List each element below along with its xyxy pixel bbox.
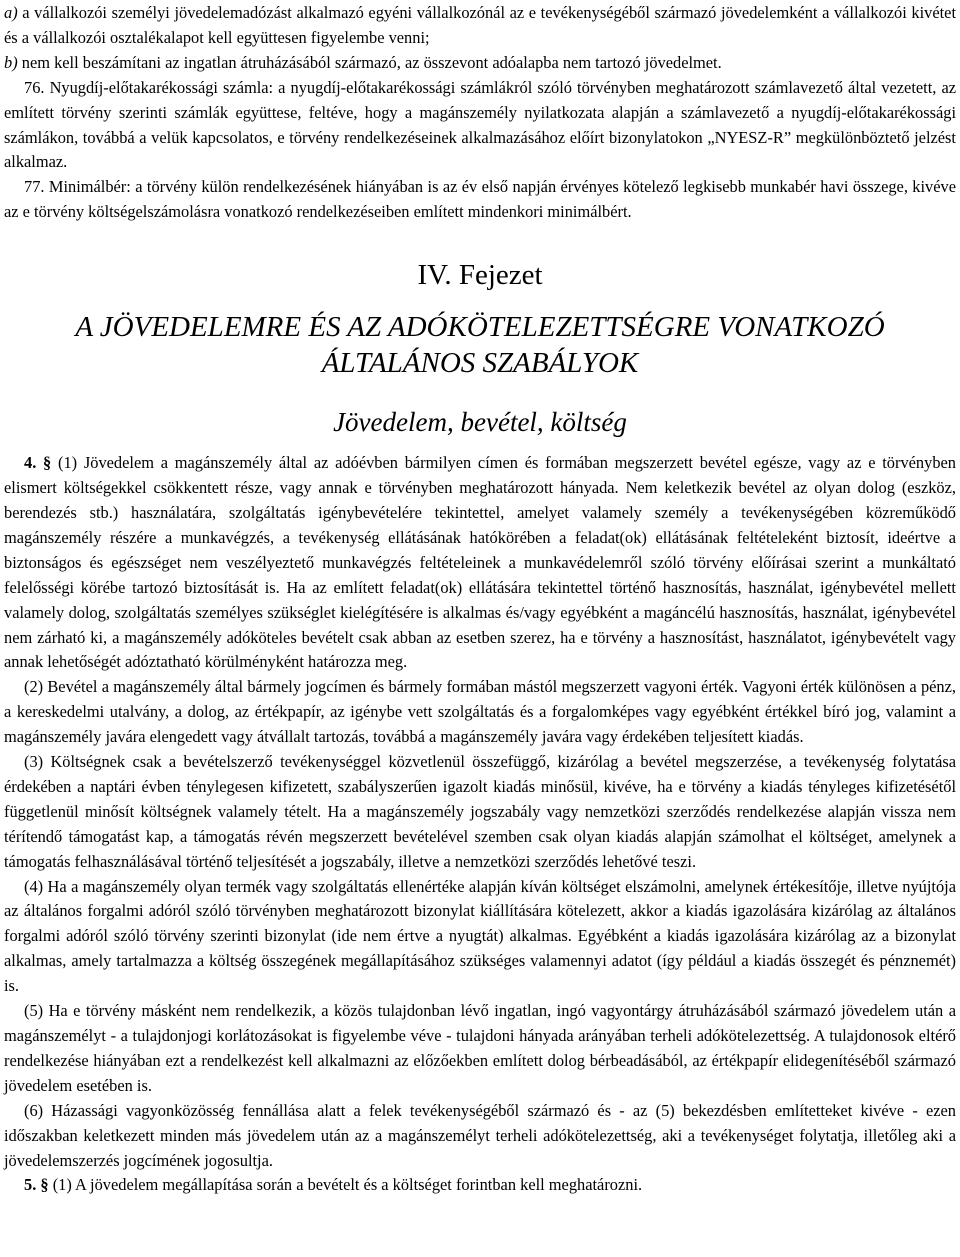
chapter-title: A JÖVEDELEMRE ÉS AZ ADÓKÖTELEZETTSÉGRE VONATKOZÓ ÁLTALÁNOS SZABÁLYOK [75, 311, 885, 380]
section-4-paragraph-1-text: (1) Jövedelem a magánszemély által az adóévben bármilyen címen és formában megszerzett bevétel egésze, vagy az e törvényben elismert költségekkel csökkentett része, vagy annak e törvényben meghatározott hányada. Nem keletkezik bevétel az olyan dolog (eszköz, berendezés stb.) használatára, szolgáltatás igénybevételére tekintettel, amelyet valamely személy a tevékenységében közreműködő magánszemély részére a munkavégzés, a tevékenység ellátásának hatókörében a feladat(ok) ellátásának feltételeként biztosít, ideértve a biztonságos és egészséget nem veszélyeztető munkavégzés feltételeinek a munkavédelemről szóló törvény előírásai szerint a munkáltató felelősségi körébe tartozó biztosítását is. Ha az említett feladat(ok) ellátására tekintettel történő hasznosítás, használat, igénybevétel mellett valamely dolog, szolgáltatás személyes szükséglet kielégítésére is alkalmas és/vagy egyébként a magáncélú hasznosítás, használat, igénybevétel nem zárható ki, a magánszemély adóköteles bevételt csak abban az esetben szerez, ha e törvény a hasznosítást, használatot, igénybevételt vagy annak lehetőségét adóztatható körülményként határozza meg. [4, 453, 956, 672]
chapter-subtitle: Jövedelem, bevétel, költség [333, 407, 627, 438]
definition-77: 77. Minimálbér: a törvény külön rendelkezésének hiányában is az év első napján érvényes kötelező legkisebb munkabér havi összege, kivéve az e törvény költségelszámolásra vonatkozó rendelkezéseiben említett mindenkori minimálbért. [4, 177, 956, 222]
item-label-a: a) [4, 3, 18, 22]
section-5-paragraph-1-text: (1) A jövedelem megállapítása során a bevételt és a költséget forintban kell meghatározni. [48, 1175, 643, 1195]
item-text-b: nem kell beszámítani az ingatlan átruházásából származó, az összevont adóalapba nem tartozó jövedelmet. [17, 52, 722, 72]
definition-76: 76. Nyugdíj-előtakarékossági számla: a nyugdíj-előtakarékossági számlákról szóló törvényben meghatározott számlavezető által vezetett, az említett törvény szerinti számlák együttese, feltéve, hogy a magánszemély nyilatkozata alapján a számlavezető a nyugdíj-előtakarékossági számlákon, továbbá a velük kapcsolatos, e törvény rendelkezéseinek alkalmazásához előírt bizonylatokon „NYESZ-R” megkülönböztető jelzést alkalmaz. [4, 77, 956, 172]
section-4-mark: 4. § [24, 453, 52, 473]
section-5-mark: 5. § [24, 1175, 49, 1195]
section-4-paragraph-5: (5) Ha e törvény másként nem rendelkezik, a közös tulajdonban lévő ingatlan, ingó vagyontárgy átruházásából származó jövedelem után a magánszemélyt - a tulajdonjogi korlátozásokat is figyelembe véve - tulajdoni hányada arányában terheli adókötelezettség. A tulajdonosok eltérő rendelkezése hiányában ezt a rendelkezést kell alkalmazni az előzőekben említett dolog bérbeadásából, az értékpapír elidegenítéséből származó jövedelem esetében is. [4, 1001, 956, 1095]
document-page [4, 1, 956, 1198]
item-text-a: a vállalkozói személyi jövedelemadózást alkalmazó egyéni vállalkozónál az e tevékenységéből származó jövedelemként a vállalkozói kivétet és a vállalkozói osztalékalapot kell együttesen figyelembe venni; [4, 3, 956, 47]
section-4-paragraph-6: (6) Házassági vagyonközösség fennállása alatt a felek tevékenységéből származó és - az (5) bekezdésben említetteket kivéve - ezen időszakban keletkezett minden más jövedelem után az a magánszemélyt terheli adókötelezettség, aki a tevékenységet folytatja, illetőleg aki a jövedelemszerzés jogcímének jogosultja. [4, 1100, 956, 1170]
list-item-b [4, 51, 956, 76]
section-4-paragraph-4: (4) Ha a magánszemély olyan termék vagy szolgáltatás ellenértéke alapján kíván költséget elszámolni, amelynek értékesítője, illetve nyújtója az általános forgalmi adóról szóló törvényben meghatározott bizonylat kiállítására kötelezett, akkor a kiadás igazolására kizárólag az általános forgalmi adóról szóló törvény szerinti bizonylat (ide nem értve a nyugtát) alkalmas. Egyébként a kiadás igazolására kizárólag az a bizonylat alkalmas, amely tartalmazza a költség összegének megállapításához szükséges valamennyi adatot (így például a kiadás összegét és pénznemét) is. [4, 876, 956, 996]
section-4-paragraph-1 [4, 451, 956, 675]
list-item-a [4, 1, 956, 51]
section-4-paragraph-3: (3) Költségnek csak a bevételszerző tevékenységgel közvetlenül összefüggő, kizárólag a bevétel megszerzése, a tevékenység folytatása érdekében a naptári évben ténylegesen kifizetett, szabályszerűen igazolt kiadás minősül, kivéve, ha e törvény a kiadás tényleges kifizetésétől függetlenül minősít költségnek valamely tételt. Ha a magánszemély jogszabály vagy nemzetközi szerződés rendelkezése alapján vissza nem térítendő támogatást kap, a támogatás révén megszerzett bevételével szemben csak olyan kiadás alapján számolhat el költséget, amelynek a támogatás felhasználásával történő teljesítését a jogszabály, illetve a nemzetközi szerződés lehetővé teszi. [4, 752, 956, 871]
chapter-number: IV. Fejezet [417, 259, 543, 292]
item-label-b: b) [4, 52, 18, 72]
section-5-paragraph-1 [4, 1173, 956, 1198]
section-4-paragraph-2: (2) Bevétel a magánszemély által bármely jogcímen és bármely formában mástól megszerzett vagyoni érték. Vagyoni érték különösen a pénz, a kereskedelmi utalvány, a dolog, az értékpapír, az igénybe vett szolgáltatás és a forgalomképes vagy egyébként értékkel bíró jog, valamint a magánszemély javára elengedett vagy átvállalt tartozás, továbbá a magánszemély javára vagy érdekében teljesített kiadás. [4, 677, 956, 747]
